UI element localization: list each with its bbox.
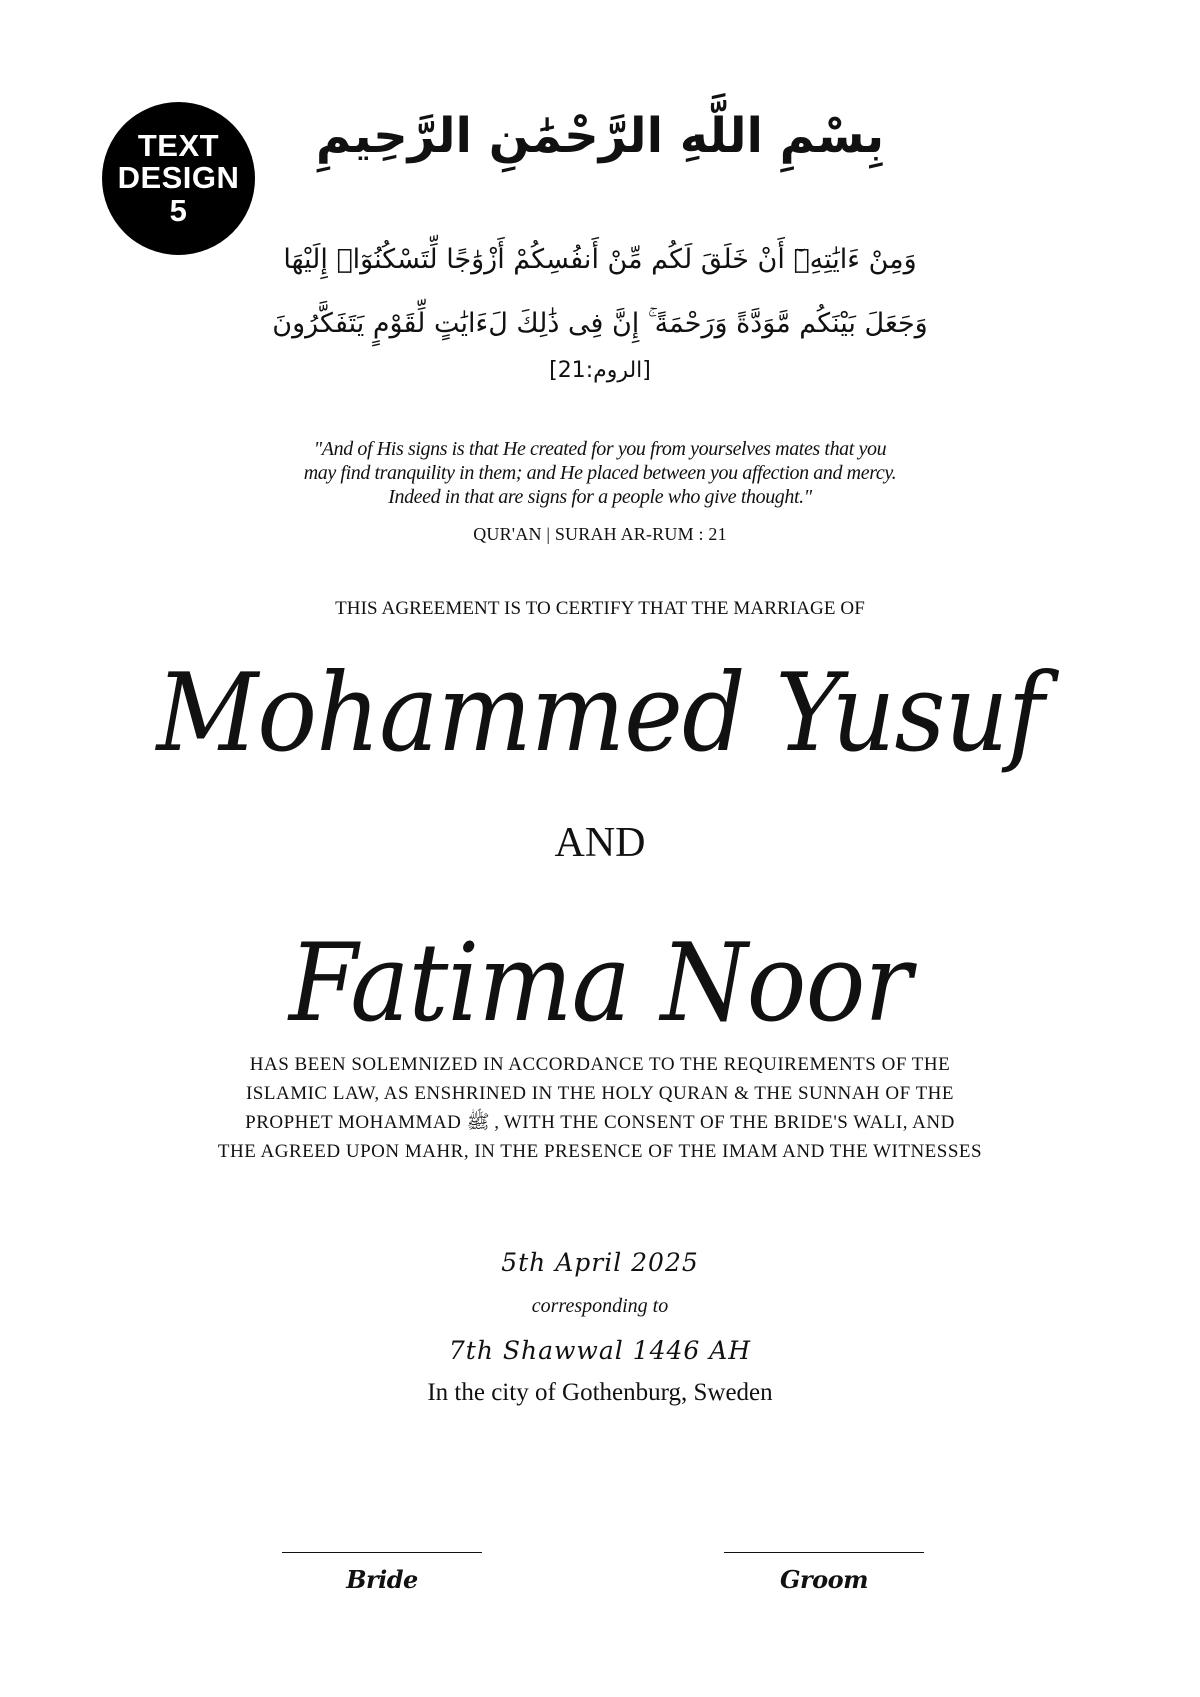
quran-source: QUR'AN | SURAH AR-RUM : 21 bbox=[473, 524, 727, 544]
bride-signature-label: Bride bbox=[346, 1565, 418, 1594]
groom-signature-line bbox=[724, 1552, 924, 1553]
bride-name: Fatima Noor bbox=[288, 921, 912, 1046]
declaration-line-4: THE AGREED UPON MAHR, IN THE PRESENCE OF THE IMAM AND THE WITNESSES bbox=[217, 1141, 983, 1162]
and-connector: AND bbox=[554, 820, 646, 866]
groom-signature-label: Groom bbox=[779, 1565, 869, 1594]
hijri-date: 7th Shawwal 1446 AH bbox=[448, 1336, 752, 1365]
ayah-reference: [الروم:21] bbox=[549, 358, 651, 383]
badge-line-3: 5 bbox=[169, 192, 188, 228]
ayah-line-1: وَمِنْ ءَايَٰتِهِۦٓ أَنْ خَلَقَ لَكُم مِّنْ أَنفُسِكُمْ أَزْوَٰجًا لِّتَسْكُنُوٓا۟ إِلَيْهَا bbox=[283, 244, 917, 275]
badge-line-2: DESIGN bbox=[117, 160, 240, 196]
badge-line-1: TEXT bbox=[137, 127, 220, 163]
certify-intro: THIS AGREEMENT IS TO CERTIFY THAT THE MARRIAGE OF bbox=[335, 598, 865, 619]
corresponding-text: corresponding to bbox=[531, 1295, 669, 1317]
marriage-declaration bbox=[0, 1050, 1200, 1166]
ayah-line-2: وَجَعَلَ بَيْنَكُم مَّوَدَّةً وَرَحْمَةً ۚ إِنَّ فِى ذَٰلِكَ لَءَايَٰتٍ لِّقَوْمٍ يَتَفَكَّرُونَ bbox=[272, 308, 928, 339]
groom-name: Mohammed Yusuf bbox=[156, 651, 1044, 776]
declaration-line-3: PROPHET MOHAMMAD ﷺ , WITH THE CONSENT OF THE BRIDE'S WALI, AND bbox=[245, 1112, 955, 1133]
ceremony-location: In the city of Gothenburg, Sweden bbox=[427, 1379, 773, 1406]
declaration-line-2: ISLAMIC LAW, AS ENSHRINED IN THE HOLY QURAN & THE SUNNAH OF THE bbox=[245, 1083, 955, 1104]
gregorian-date: 5th April 2025 bbox=[501, 1248, 699, 1277]
declaration-line-1: HAS BEEN SOLEMNIZED IN ACCORDANCE TO THE REQUIREMENTS OF THE bbox=[249, 1054, 951, 1075]
bride-signature-line bbox=[282, 1552, 482, 1553]
translation-line-2: may find tranquility in them; and He placed between you affection and mercy. bbox=[303, 462, 897, 484]
translation-line-3: Indeed in that are signs for a people who give thought." bbox=[388, 486, 812, 508]
quran-translation bbox=[0, 437, 1200, 509]
translation-line-1: "And of His signs is that He created for you from yourselves mates that you bbox=[313, 438, 887, 460]
basmala-calligraphy: بِسْمِ اللَّهِ الرَّحْمَٰنِ الرَّحِيمِ bbox=[315, 108, 885, 164]
